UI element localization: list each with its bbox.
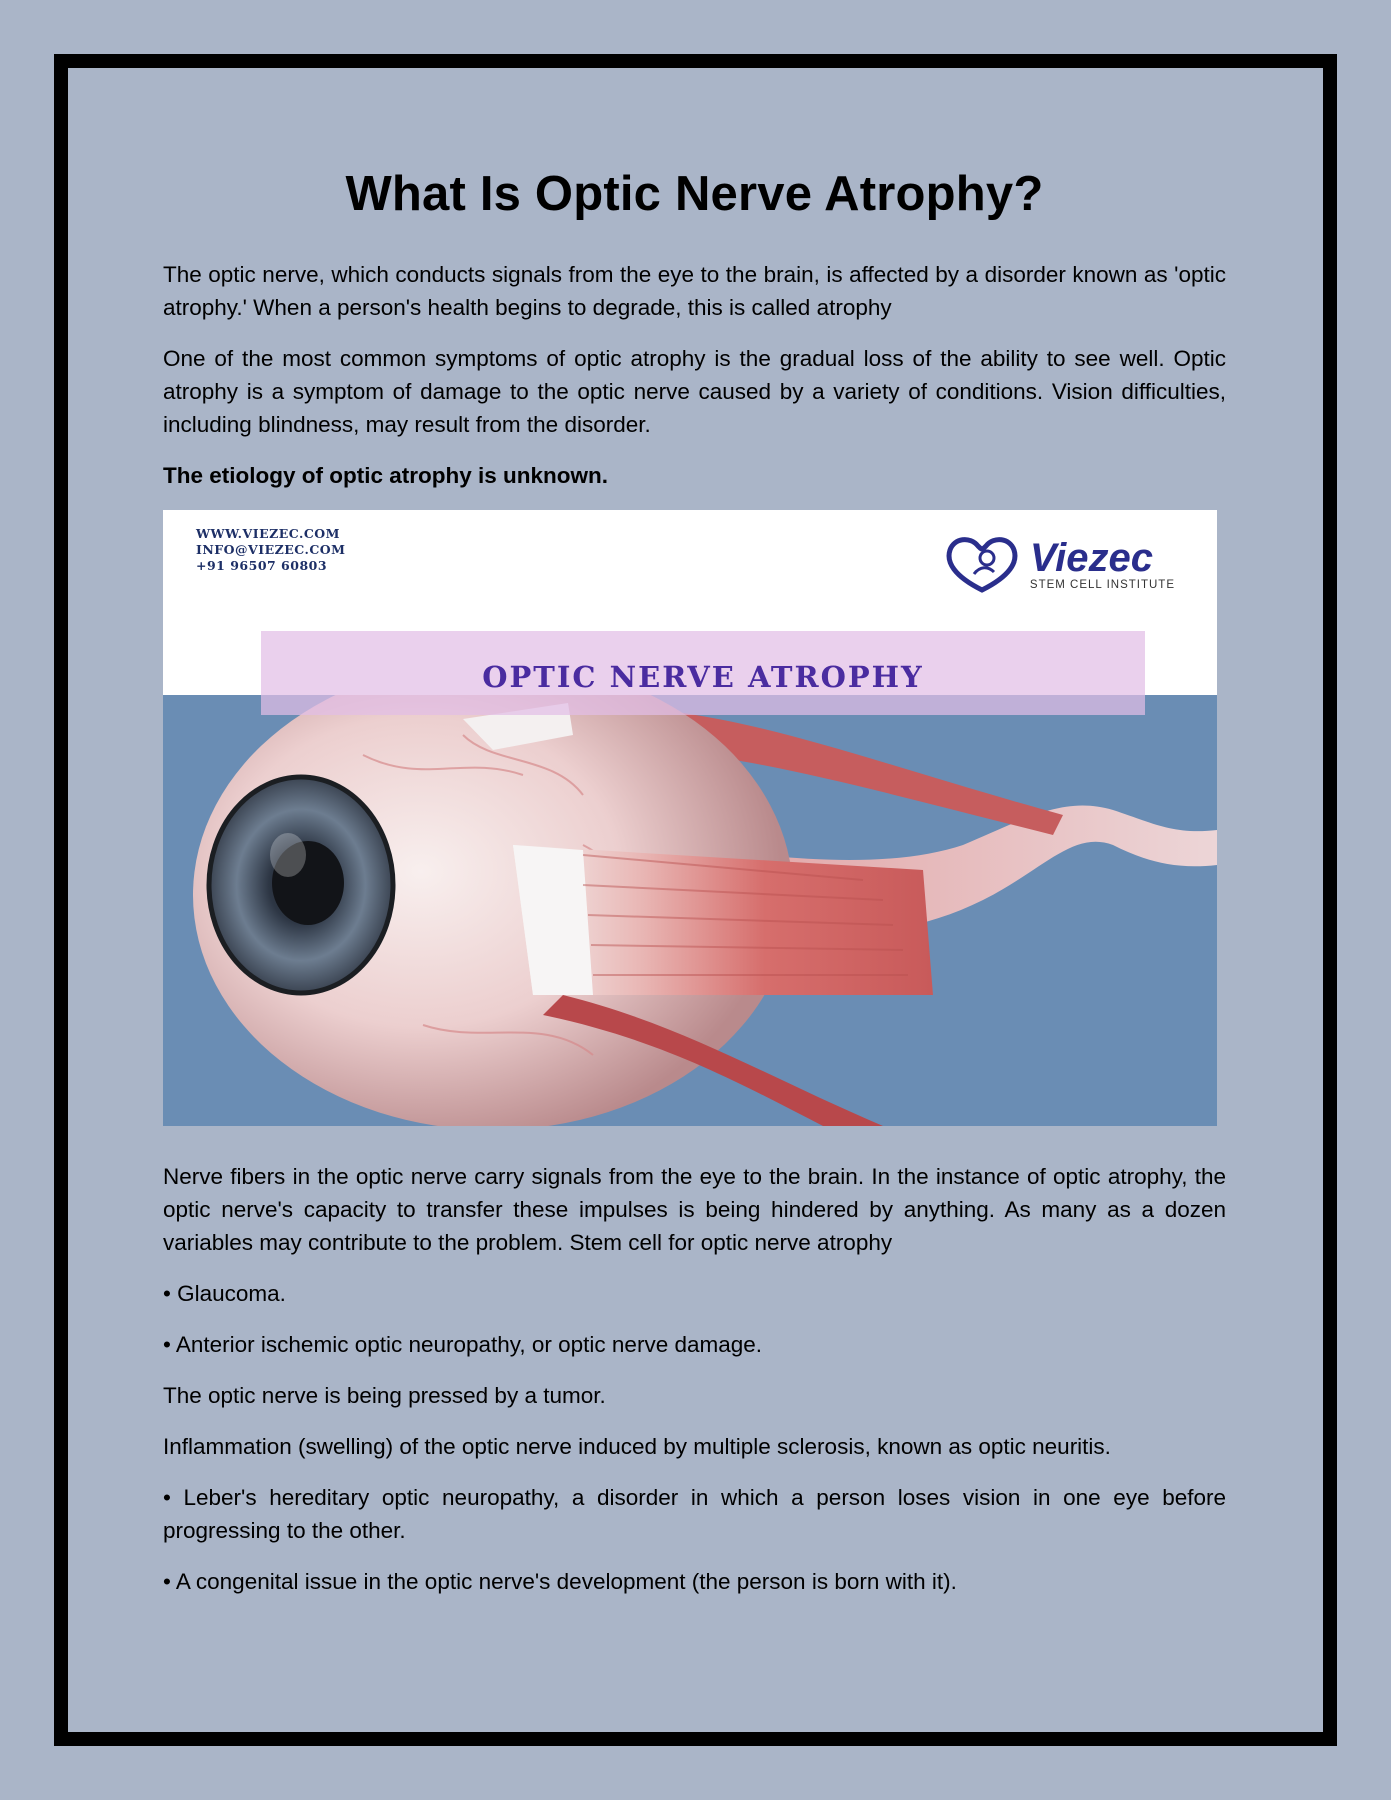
contact-website: WWW.VIEZEC.COM xyxy=(196,525,340,541)
contact-phone: +91 96507 60803 xyxy=(196,557,328,573)
intro-paragraph-1: The optic nerve, which conducts signals from the eye to the brain, is affected by a disorder known as 'optic atrophy.' When a person's health begins to degrade, this is called atrophy xyxy=(163,261,1226,320)
contact-email: INFO@VIEZEC.COM xyxy=(196,541,346,557)
eye-photo-background xyxy=(163,695,1217,1126)
cause-item: Inflammation (swelling) of the optic nerve induced by multiple sclerosis, known as optic neuritis. xyxy=(163,1433,1111,1459)
brand-tagline: STEM CELL INSTITUTE xyxy=(1029,578,1175,591)
page-title: What Is Optic Nerve Atrophy? xyxy=(345,167,1044,221)
brand-name: Viezec xyxy=(1029,535,1153,580)
cause-item: • A congenital issue in the optic nerve's development (the person is born with it). xyxy=(163,1568,957,1594)
viezec-logo-icon xyxy=(944,536,1020,594)
etiology-subheading: The etiology of optic atrophy is unknown. xyxy=(163,462,609,488)
cause-item: • Leber's hereditary optic neuropathy, a disorder in which a person loses vision in one eye before progressing to the other. xyxy=(163,1484,1226,1543)
figure-banner xyxy=(261,631,1145,715)
contact-info xyxy=(196,526,346,574)
document-content xyxy=(163,165,1226,1616)
optic-nerve-figure xyxy=(163,510,1217,1126)
viezec-logo xyxy=(944,536,1175,594)
intro-paragraph-2: One of the most common symptoms of optic atrophy is the gradual loss of the ability to see well. Optic atrophy is a symptom of damage to the optic nerve caused by a variety of conditions. Vision difficulties, including blindness, may result from the disorder. xyxy=(163,345,1226,437)
eyeball-illustration xyxy=(163,695,1217,1126)
body-paragraph: Nerve fibers in the optic nerve carry signals from the eye to the brain. In the instance of optic atrophy, the optic nerve's capacity to transfer these impulses is being hindered by anything. As many as a dozen variables may contribute to the problem. Stem cell for optic nerve atrophy xyxy=(163,1163,1226,1255)
cause-item: • Anterior ischemic optic neuropathy, or optic nerve damage. xyxy=(163,1331,763,1357)
cause-item: The optic nerve is being pressed by a tumor. xyxy=(163,1382,606,1408)
banner-title: OPTIC NERVE ATROPHY xyxy=(482,659,924,694)
cause-item: • Glaucoma. xyxy=(163,1280,286,1306)
